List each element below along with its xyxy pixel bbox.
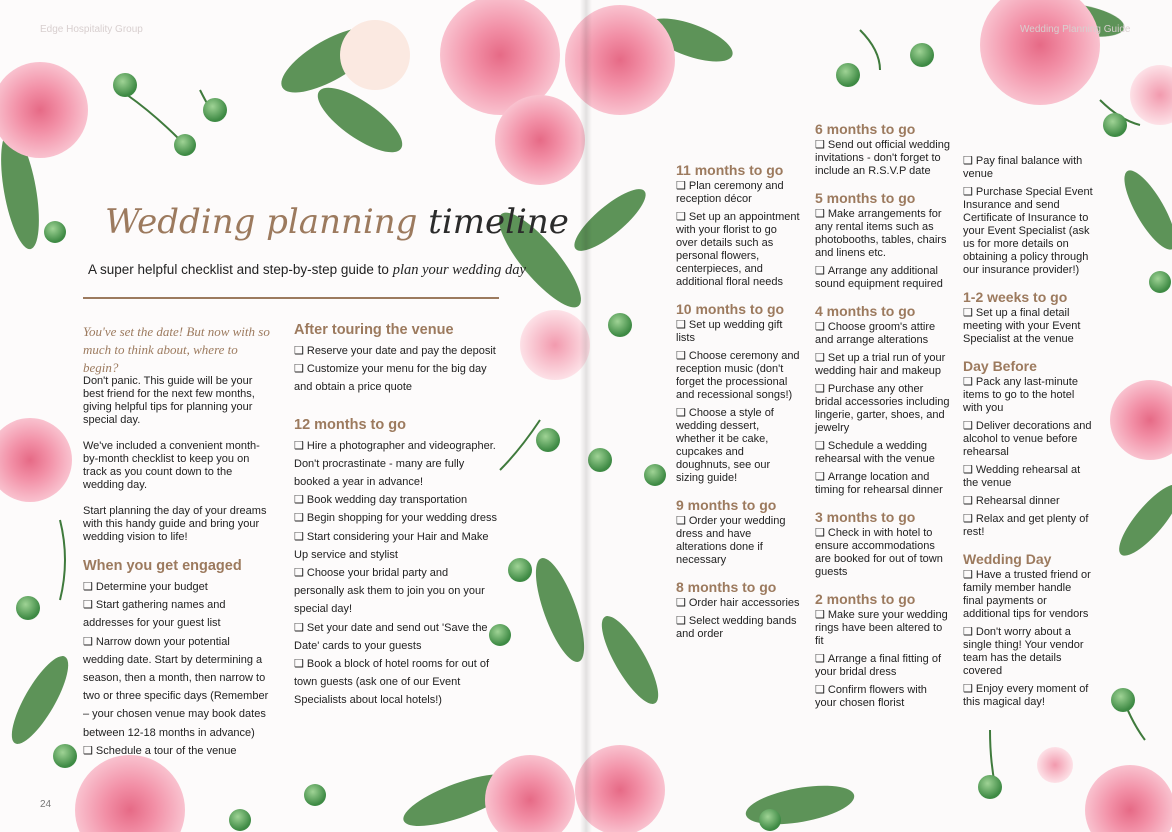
checklist-item [676,597,801,610]
checklist-item-text: Set up wedding gift lists [676,319,783,344]
checkbox-icon: ❑ [963,464,973,476]
checklist-item [815,265,950,291]
checklist [963,307,1093,346]
checklist [963,376,1093,539]
checklist-item-text: Set up a trial run of your wedding hair and makeup [815,352,946,377]
section-after-tour [294,322,499,397]
checklist-item [963,495,1093,508]
checkbox-icon: ❑ [294,530,304,543]
section-4-months [815,303,950,497]
checklist [815,609,950,710]
checkbox-icon: ❑ [676,319,686,331]
timeline-column-1 [676,162,801,653]
checkbox-icon: ❑ [294,345,304,357]
checklist-item [815,440,950,466]
checklist-item-text: Plan ceremony and reception décor [676,180,784,205]
checklist-item-text: Choose your bridal party and personally ask them to join you on your special day! [294,567,485,616]
checklist-item [963,186,1093,277]
checkbox-icon: ❑ [963,513,973,525]
checklist-item [676,211,801,289]
checklist [294,342,499,397]
checklist-item-text: Select wedding bands and order [676,615,797,640]
checklist-item-text: Wedding rehearsal at the venue [963,464,1081,489]
checklist-item-text: Order hair accessories [688,597,800,609]
section-9-months [676,497,801,567]
checklist [815,139,950,178]
checklist-item-text: Rehearsal dinner [975,495,1060,507]
checklist-item-text: Purchase Special Event Insurance and send Certificate of Insurance to your Event Specialist (ask us for more details on obtaining a policy through our insurance provider!) [963,186,1093,276]
checkbox-icon: ❑ [676,407,686,419]
section-10-months [676,301,801,485]
section-6-months [815,121,950,178]
checkbox-icon: ❑ [815,321,825,333]
checklist-item [294,437,499,492]
checkbox-icon: ❑ [294,658,304,671]
checklist-item [815,527,950,579]
section-1-month [963,155,1093,277]
checkbox-icon: ❑ [963,420,973,432]
checklist-item-text: Arrange a final fitting of your bridal dress [815,653,941,678]
checklist-item [294,528,499,564]
page-subtitle [88,262,526,279]
section-11-months [676,162,801,289]
checkbox-icon: ❑ [294,567,304,580]
timeline-column-2 [815,121,950,722]
checklist-item [815,653,950,679]
checkbox-icon: ❑ [83,635,93,648]
section-heading: Wedding Day [963,551,1052,567]
section-engaged [83,558,273,760]
checkbox-icon: ❑ [83,599,93,612]
section-3-months [815,509,950,579]
checkbox-icon: ❑ [676,350,686,362]
book-spine-shadow [580,0,592,832]
section-8-months [676,579,801,641]
checkbox-icon: ❑ [815,265,825,277]
checklist-item-text: Enjoy every moment of this magical day! [963,683,1089,708]
checklist-item-text: Make arrangements for any rental items such as photobooths, tables, chairs and linens etc. [815,208,947,259]
checklist-item-text: Choose ceremony and reception music (don't forget the processional and recessional songs!) [676,350,800,401]
checklist [676,597,801,641]
timeline-column-3 [963,155,1093,721]
section-heading: Day Before [963,358,1037,374]
checklist-item [676,180,801,206]
checklist-item-text: Narrow down your potential wedding date. Start by determining a season, then a month, then narrow to two or three specific days (Remember – your chosen venue may book dates between 12-18 months in advance) [83,635,269,739]
subtitle-text: A super helpful checklist and step-by-step guide to [88,262,393,277]
checkbox-icon: ❑ [676,615,686,627]
checklist-item-text: Choose groom's attire and arrange alterations [815,321,936,346]
checklist [676,319,801,485]
intro-column [83,375,273,760]
checkbox-icon: ❑ [963,307,973,319]
checklist-item [294,360,499,396]
checklist-item-text: Set your date and send out 'Save the Date' cards to your guests [294,621,488,652]
section-heading: 1-2 weeks to go [963,289,1068,305]
checklist-item-text: Deliver decorations and alcohol to venue before rehearsal [963,420,1092,458]
checklist-item-text: Relax and get plenty of rest! [963,513,1089,538]
checklist [815,527,950,579]
checklist [676,180,801,289]
checklist-item-text: Determine your budget [95,581,208,593]
checkbox-icon: ❑ [963,683,973,695]
checkbox-icon: ❑ [815,352,825,364]
checklist-item [815,208,950,260]
checklist-item-text: Confirm flowers with your chosen florist [815,684,927,709]
checklist-item-text: Customize your menu for the big day and obtain a price quote [294,363,487,394]
checklist-item [676,407,801,485]
checkbox-icon: ❑ [815,684,825,696]
checkbox-icon: ❑ [815,208,825,220]
checklist-item-text: Send out official wedding invitations - don't forget to include an R.S.V.P date [815,139,950,177]
checklist-item [815,352,950,378]
checklist-item [963,626,1093,678]
checklist-item [963,376,1093,415]
checkbox-icon: ❑ [294,512,304,525]
checklist-item-text: Set up an appointment with your florist to go over details such as personal flowers, centerpieces, and additional floral needs [676,211,800,288]
checkbox-icon: ❑ [676,515,686,527]
checkbox-icon: ❑ [294,494,304,507]
checklist-item-text: Have a trusted friend or family member handle final payments or additional tips for vendors [963,569,1091,620]
section-heading: 12 months to go [294,416,406,433]
checkbox-icon: ❑ [676,597,686,609]
checkbox-icon: ❑ [294,621,304,634]
checkbox-icon: ❑ [815,653,825,665]
checkbox-icon: ❑ [963,495,973,507]
intro-lead: You've set the date! But now with so much to think about, where to begin? [83,324,270,375]
section-heading: 10 months to go [676,301,785,317]
checklist-item-text: Book wedding day transportation [306,494,468,507]
checklist-item [676,615,801,641]
checklist [963,569,1093,709]
section-12-months [294,417,499,710]
title-part-1: Wedding planning [105,202,418,242]
section-heading: 8 months to go [676,579,777,595]
checklist-item [815,321,950,347]
checkbox-icon: ❑ [815,527,825,539]
checklist-item [294,342,499,360]
section-heading: When you get engaged [83,558,242,574]
checklist [676,515,801,567]
checkbox-icon: ❑ [294,439,304,452]
checklist-item [676,350,801,402]
checklist-item-text: Don't worry about a single thing! Your vendor team has the details covered [963,626,1084,677]
checklist-item [294,619,499,655]
checkbox-icon: ❑ [963,186,973,198]
checklist-item [676,515,801,567]
section-day-before [963,358,1093,539]
checkbox-icon: ❑ [815,383,825,395]
checklist-item [963,155,1093,181]
section-heading: 3 months to go [815,509,916,525]
checklist-item-text: Pack any last-minute items to go to the hotel with you [963,376,1078,414]
checklist-item-text: Purchase any other bridal accessories including lingerie, garter, shoes, and jewelry [815,383,950,434]
checklist-item [83,742,273,760]
checklist-item [294,491,499,509]
checklist-item [676,319,801,345]
checklist-item-text: Schedule a tour of the venue [95,744,237,757]
checkbox-icon: ❑ [676,211,686,223]
intro-paragraph: Start planning the day of your dreams with this handy guide and bring your wedding vision to life! [83,505,267,543]
checklist [83,578,273,760]
checklist-item-text: Schedule a wedding rehearsal with the venue [815,440,935,465]
checklist-item [963,513,1093,539]
venue-column [294,322,499,710]
checklist-item-text: Make sure your wedding rings have been altered to fit [815,609,948,647]
title-divider [83,297,499,299]
page-number: 24 [40,799,52,810]
checkbox-icon: ❑ [83,581,93,593]
section-heading: After touring the venue [294,322,454,338]
checklist-item [815,471,950,497]
checklist-item [294,509,499,527]
checkbox-icon: ❑ [294,363,304,376]
checklist-item-text: Choose a style of wedding dessert, whether it be cake, cupcakes and doughnuts, see our sizing guide! [676,407,774,484]
checklist-item [815,609,950,648]
checklist-item-text: Hire a photographer and videographer. Don't procrastinate - many are fully booked a year in advance! [294,439,496,489]
checklist-item [815,139,950,178]
checklist-item [963,307,1093,346]
checklist [294,437,499,710]
checklist-item-text: Set up a final detail meeting with your Event Specialist at the venue [963,307,1081,345]
checklist-item [83,596,273,632]
checkbox-icon: ❑ [815,139,825,151]
section-heading: 5 months to go [815,190,916,206]
checklist [815,321,950,497]
checklist-item-text: Arrange any additional sound equipment required [815,265,943,290]
checklist-item-text: Arrange location and timing for rehearsal dinner [815,471,943,496]
checklist-item [83,578,273,596]
checklist-item [963,420,1093,459]
checkbox-icon: ❑ [676,180,686,192]
intro-paragraph: Don't panic. This guide will be your best friend for the next few months, giving helpful tips for planning your special day. [83,375,255,426]
checkbox-icon: ❑ [963,155,973,167]
section-heading: 11 months to go [676,162,784,178]
checklist-item-text: Pay final balance with venue [963,155,1083,180]
section-heading: 9 months to go [676,497,777,513]
checkbox-icon: ❑ [815,471,825,483]
checklist-item [963,464,1093,490]
checklist-item [963,569,1093,621]
checklist-item [815,383,950,435]
section-5-months [815,190,950,291]
section-wedding-day [963,551,1093,709]
intro-paragraph: We've included a convenient month-by-month checklist to keep you on track as you count down to the wedding day. [83,440,260,491]
checklist [815,208,950,291]
checklist-item-text: Check in with hotel to ensure accommodations are booked for out of town guests [815,527,943,578]
checklist-item [294,564,499,619]
checklist-item [294,655,499,710]
title-part-2: timeline [428,202,569,242]
section-heading: 4 months to go [815,303,916,319]
subtitle-italic: plan your wedding day [392,262,526,278]
checkbox-icon: ❑ [963,376,973,388]
right-running-head: Wedding Planning Guide [1020,24,1131,35]
checklist-item [963,683,1093,709]
left-running-head: Edge Hospitality Group [40,24,143,35]
checkbox-icon: ❑ [83,744,93,757]
checkbox-icon: ❑ [963,626,973,638]
checkbox-icon: ❑ [815,440,825,452]
checkbox-icon: ❑ [815,609,825,621]
checklist-item-text: Reserve your date and pay the deposit [306,345,496,357]
checklist [963,155,1093,277]
section-heading: 2 months to go [815,591,916,607]
checklist-item [815,684,950,710]
checklist-item-text: Begin shopping for your wedding dress [306,512,498,525]
checklist-item-text: Book a block of hotel rooms for out of town guests (ask one of our Event Specialists about local hotels!) [294,658,490,707]
section-1-2-weeks [963,289,1093,346]
checkbox-icon: ❑ [963,569,973,581]
checklist-item-text: Start gathering names and addresses for your guest list [83,599,226,630]
checklist-item-text: Order your wedding dress and have alterations done if necessary [676,515,786,566]
section-2-months [815,591,950,710]
page-title [105,202,569,242]
checklist-item [83,633,273,742]
checklist-item-text: Start considering your Hair and Make Up service and stylist [294,530,489,561]
section-heading: 6 months to go [815,121,916,137]
